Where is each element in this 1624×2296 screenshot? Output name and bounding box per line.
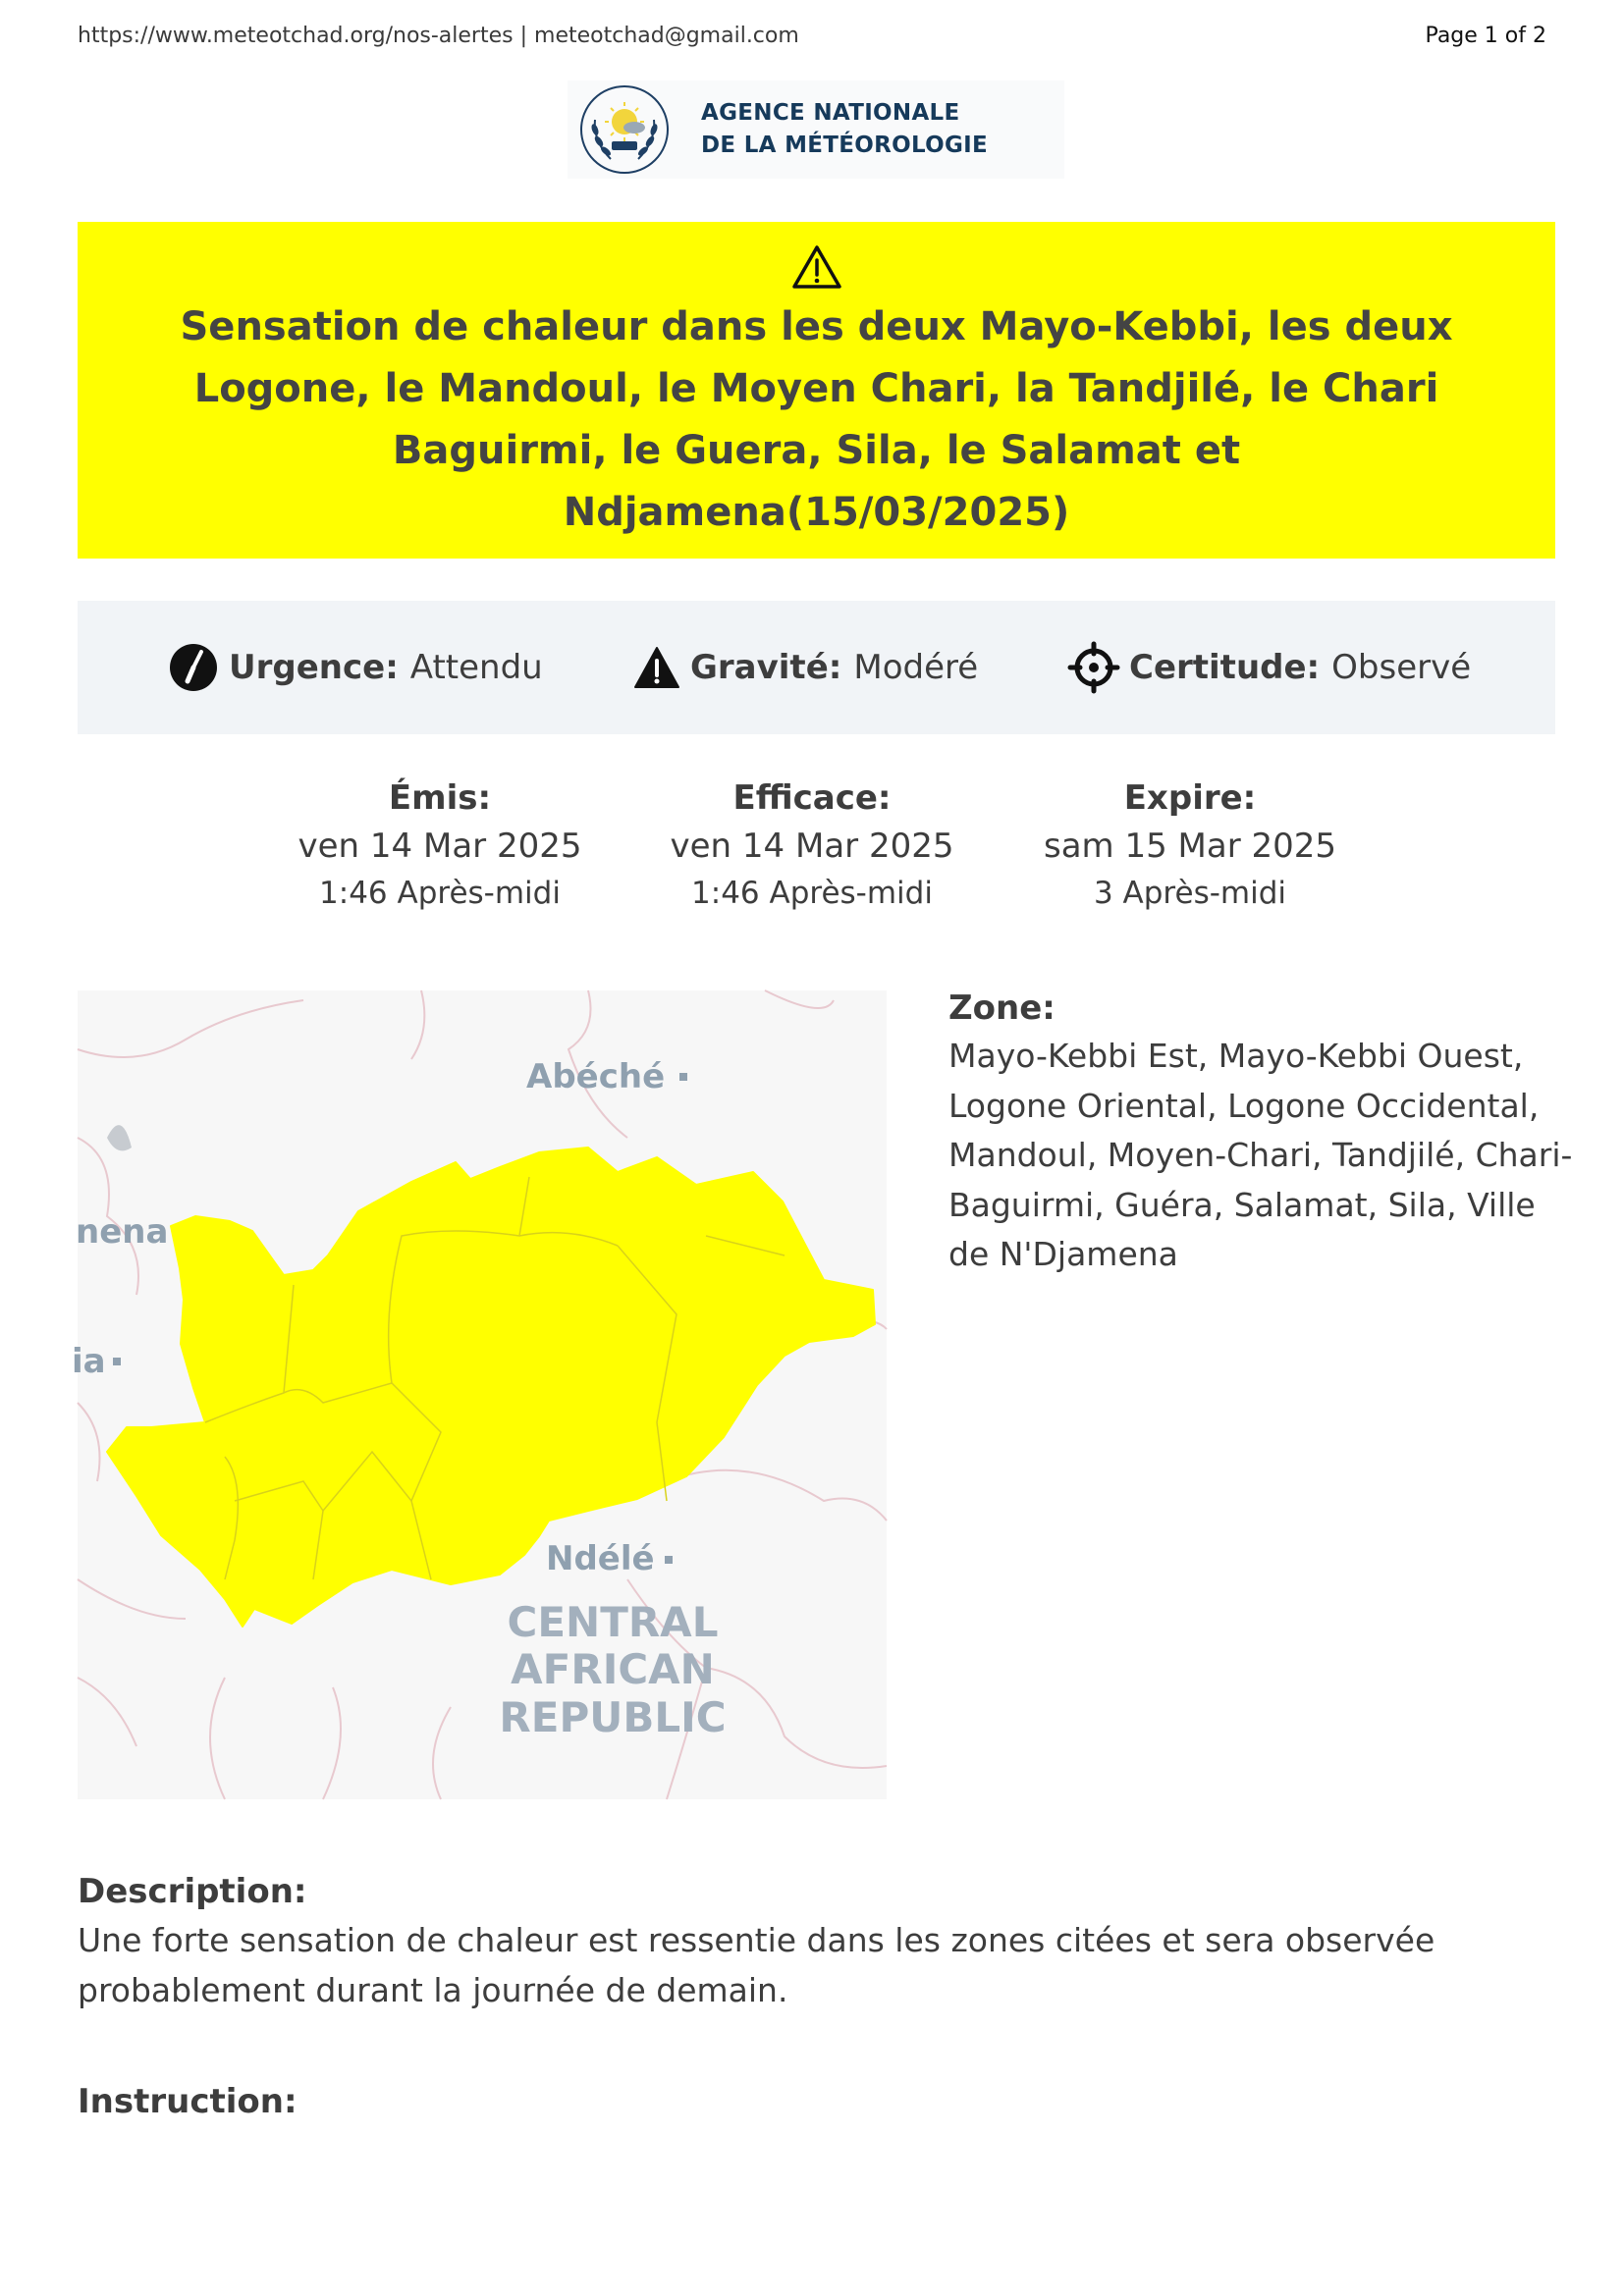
agency-logo	[568, 80, 1064, 179]
warning-triangle-icon	[791, 243, 842, 291]
expires-date	[1033, 775, 1347, 915]
description-label: Description:	[78, 1872, 307, 1911]
urgency-label: Urgence:	[229, 648, 399, 687]
certainty-value: Observé	[1331, 648, 1472, 687]
issued-date	[283, 775, 597, 915]
effective-label: Efficace:	[732, 778, 892, 818]
expires-day: sam 15 Mar 2025	[1043, 827, 1337, 866]
map-label-car-2: AFRICAN	[511, 1645, 715, 1693]
source-url-link[interactable]: https://www.meteotchad.org/nos-alertes	[78, 24, 514, 48]
page-header-source	[78, 24, 799, 48]
alert-meta-bar	[78, 601, 1555, 734]
urgency-item	[168, 640, 543, 695]
alert-title: Sensation de chaleur dans les deux Mayo-Kebbi, les deux Logone, le Mandoul, le Moyen Chari, la Tandjilé, le Chari Baguirmi, le Guera, Sila, le Salamat et Ndjamena(15/03/2025)	[180, 304, 1453, 535]
urgency-clock-icon	[168, 642, 219, 693]
abeche-city-marker	[679, 1073, 687, 1081]
map-label-car-1: CENTRAL	[507, 1598, 719, 1646]
severity-item	[633, 640, 978, 695]
west-city-marker	[113, 1358, 121, 1365]
map-label-west-city: ia	[72, 1342, 106, 1381]
expires-label: Expire:	[1123, 778, 1257, 818]
certainty-label: Certitude:	[1129, 648, 1321, 687]
map-label-ndjamena: nena	[76, 1212, 169, 1252]
contact-email-link[interactable]: meteotchad@gmail.com	[534, 24, 799, 48]
severity-value: Modéré	[853, 648, 979, 687]
severity-warning-icon	[633, 646, 680, 689]
description-text: Une forte sensation de chaleur est ressentie dans les zones citées et sera observée probablement durant la journée de demain.	[78, 1921, 1435, 2009]
certainty-crosshair-icon	[1068, 642, 1119, 693]
issued-label: Émis:	[388, 778, 492, 818]
anam-seal-icon	[575, 80, 674, 179]
effective-date	[655, 775, 969, 915]
zone-label: Zone:	[948, 988, 1056, 1028]
header-separator: |	[513, 24, 535, 48]
agency-name-line1: AGENCE NATIONALE	[701, 100, 960, 126]
map-label-ndele: Ndélé	[546, 1539, 655, 1578]
instruction-label: Instruction:	[78, 2082, 298, 2121]
expires-time: 3 Après-midi	[1093, 876, 1287, 911]
map-label-car-3: REPUBLIC	[499, 1693, 727, 1741]
ndele-city-marker	[665, 1556, 673, 1564]
page-number: Page 1 of 2	[1425, 24, 1546, 48]
alert-area-map	[72, 990, 887, 1799]
zone-section	[948, 985, 1577, 1280]
agency-name-line2: DE LA MÉTÉOROLOGIE	[701, 133, 989, 158]
map-label-abeche: Abéché	[526, 1057, 666, 1096]
zone-text: Mayo-Kebbi Est, Mayo-Kebbi Ouest, Logone Oriental, Logone Occidental, Mandoul, Moyen-Chari, Tandjilé, Chari-Baguirmi, Guéra, Salamat, Sila, Ville de N'Djamena	[948, 1037, 1573, 1273]
urgency-value: Attendu	[409, 648, 543, 687]
alert-banner	[78, 222, 1555, 559]
description-section	[78, 1868, 1555, 2015]
effective-time: 1:46 Après-midi	[691, 876, 933, 911]
effective-day: ven 14 Mar 2025	[670, 827, 954, 866]
issued-day: ven 14 Mar 2025	[298, 827, 582, 866]
severity-label: Gravité:	[690, 648, 842, 687]
certainty-item	[1068, 640, 1471, 695]
agency-name	[701, 97, 988, 162]
issued-time: 1:46 Après-midi	[319, 876, 561, 911]
